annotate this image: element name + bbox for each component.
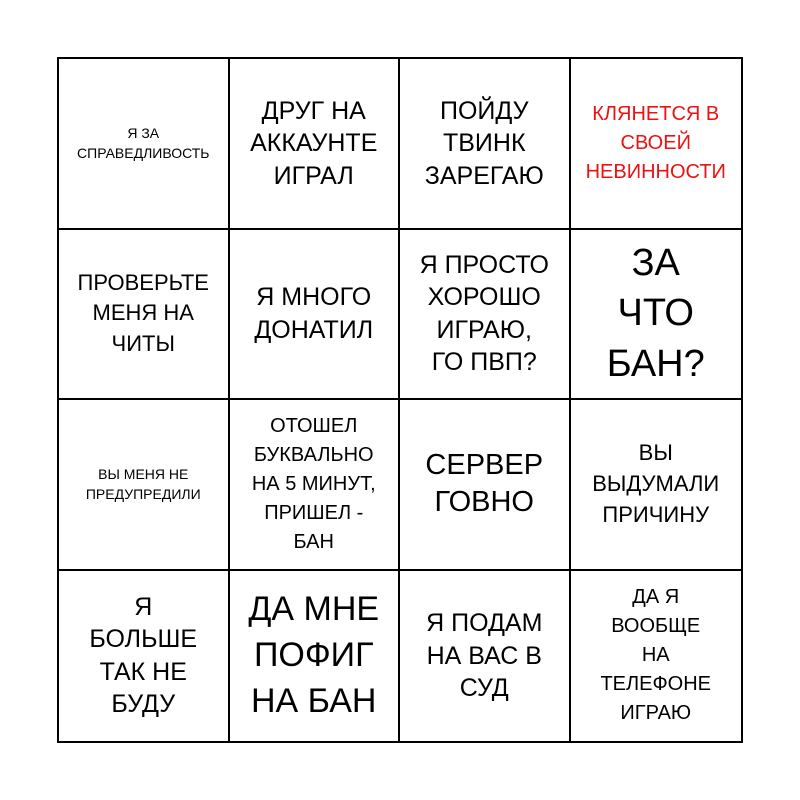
bingo-cell-1[interactable]: Я ЗА СПРАВЕДЛИВОСТЬ (59, 59, 230, 230)
bingo-cell-4[interactable]: КЛЯНЕТСЯ В СВОЕЙ НЕВИННОСТИ (571, 59, 742, 230)
bingo-cell-15[interactable]: Я ПОДАМ НА ВАС В СУД (400, 571, 571, 742)
bingo-cell-2[interactable]: ДРУГ НА АККАУНТЕ ИГРАЛ (230, 59, 401, 230)
bingo-cell-16[interactable]: ДА Я ВООБЩЕ НА ТЕЛЕФОНЕ ИГРАЮ (600, 586, 712, 725)
bingo-cell-8[interactable]: ЗА ЧТО БАН? (571, 230, 742, 401)
bingo-cell-11[interactable]: СЕРВЕР ГОВНО (400, 400, 571, 571)
bingo-cell-6[interactable]: Я МНОГО ДОНАТИЛ (230, 230, 401, 401)
bingo-cell-12[interactable]: ВЫ ВЫДУМАЛИ ПРИЧИНУ (571, 400, 742, 571)
bingo-board (57, 57, 743, 743)
bingo-cell-13[interactable]: Я БОЛЬШЕ ТАК НЕ БУДУ (59, 571, 230, 742)
bingo-cell-7[interactable]: Я ПРОСТО ХОРОШО ИГРАЮ, ГО ПВП? (400, 230, 571, 401)
bingo-cell-9[interactable]: ВЫ МЕНЯ НЕ ПРЕДУПРЕДИЛИ (59, 400, 230, 571)
bingo-cell-5[interactable]: ПРОВЕРЬТЕ МЕНЯ НА ЧИТЫ (59, 230, 230, 401)
bingo-cell-14[interactable]: ДА МНЕ ПОФИГ НА БАН (230, 571, 401, 742)
bingo-cell-3[interactable]: ПОЙДУ ТВИНК ЗАРЕГАЮ (400, 59, 571, 230)
bingo-cell-10[interactable]: ОТОШЕЛ БУКВАЛЬНО НА 5 МИНУТ, ПРИШЕЛ - БАН (230, 400, 401, 571)
